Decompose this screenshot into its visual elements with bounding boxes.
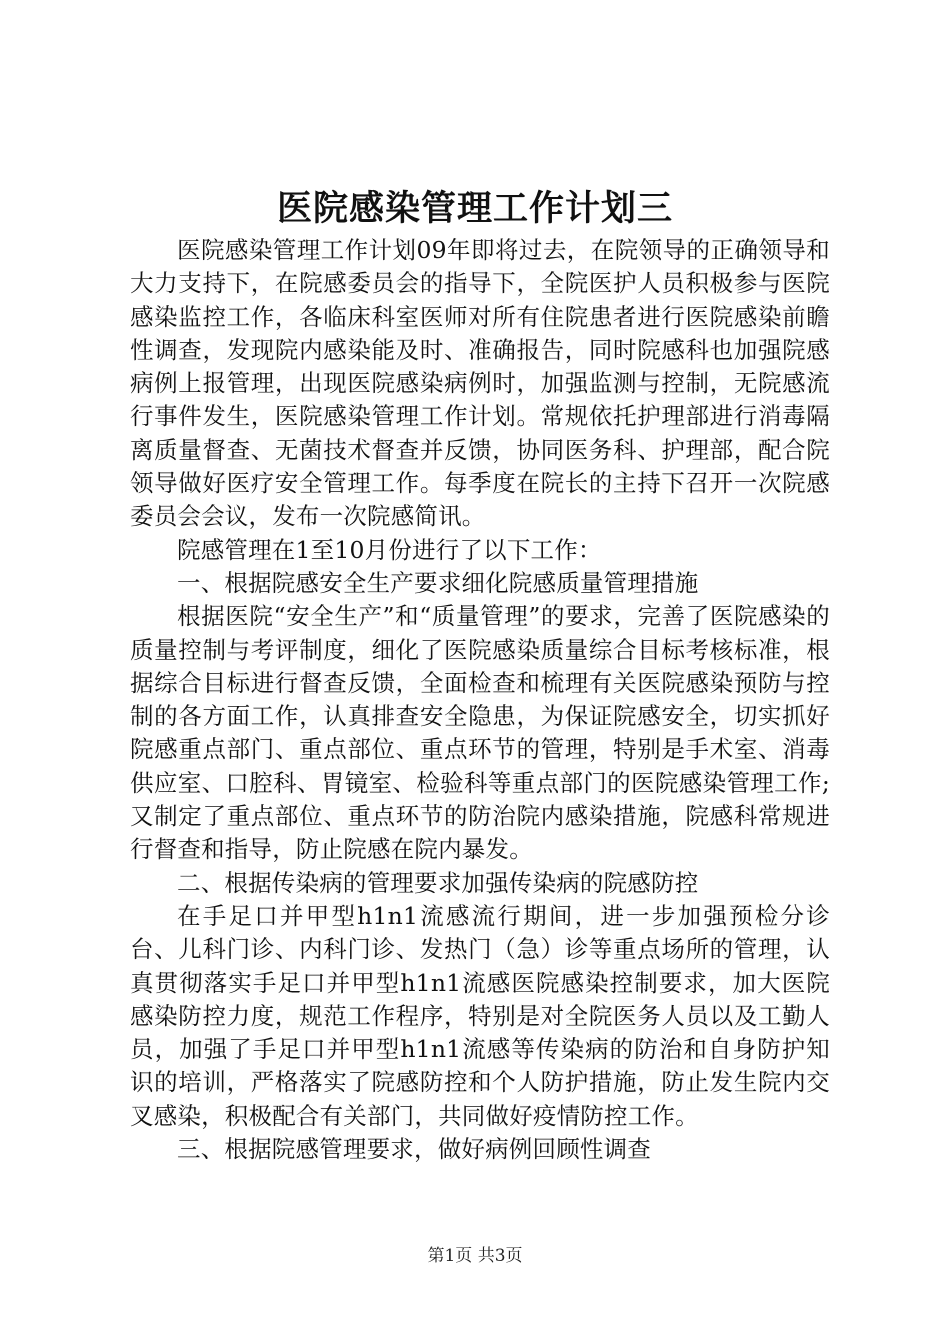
- section-heading-2: 二、根据传染病的管理要求加强传染病的院感防控: [177, 868, 699, 897]
- section-heading-3: 三、根据院感管理要求，做好病例回顾性调查: [177, 1135, 651, 1164]
- document-body: [130, 234, 830, 1166]
- paragraph-work-summary: 院感管理在1至10月份进行了以下工作：: [177, 535, 602, 564]
- section-heading-1: 一、根据院感安全生产要求细化院感质量管理措施: [177, 568, 699, 597]
- page-number-footer: 第1页 共3页: [427, 1246, 523, 1266]
- document-title: 医院感染管理工作计划三: [276, 188, 673, 229]
- paragraph-section-1: 根据医院“安全生产”和“质量管理”的要求，完善了医院感染的质量控制与考评制度，细化了医院感染质量综合目标考核标准，根据综合目标进行督查反馈，全面检查和梳理有关医院感染预防与控制的各方面工作，认真排查安全隐患，为保证院感安全，切实抓好院感重点部门、重点部位、重点环节的管理，特别是手术室、消毒供应室、口腔科、胃镜室、检验科等重点部门的医院感染管理工作;又制定了重点部位、重点环节的防治院内感染措施，院感科常规进行督查和指导，防止院感在院内暴发。: [130, 602, 830, 864]
- paragraph-section-2: 在手足口并甲型h1n1流感流行期间，进一步加强预检分诊台、儿科门诊、内科门诊、发热门（急）诊等重点场所的管理，认真贯彻落实手足口并甲型h1n1流感医院感染控制要求，加大医院感染防控力度，规范工作程序，特别是对全院医务人员以及工勤人员，加强了手足口并甲型h1n1流感等传染病的防治和自身防护知识的培训，严格落实了院感防控和个人防护措施，防止发生院内交叉感染，积极配合有关部门，共同做好疫情防控工作。: [130, 901, 830, 1130]
- paragraph-intro: 医院感染管理工作计划09年即将过去，在院领导的正确领导和大力支持下，在院感委员会的指导下，全院医护人员积极参与医院感染监控工作，各临床科室医师对所有住院患者进行医院感染前瞻性调查，发现院内感染能及时、准确报告，同时院感科也加强院感病例上报管理，出现医院感染病例时，加强监测与控制，无院感流行事件发生，医院感染管理工作计划。常规依托护理部进行消毒隔离质量督查、无菌技术督查并反馈，协同医务科、护理部，配合院领导做好医疗安全管理工作。每季度在院长的主持下召开一次院感委员会会议，发布一次院感简讯。: [130, 236, 830, 531]
